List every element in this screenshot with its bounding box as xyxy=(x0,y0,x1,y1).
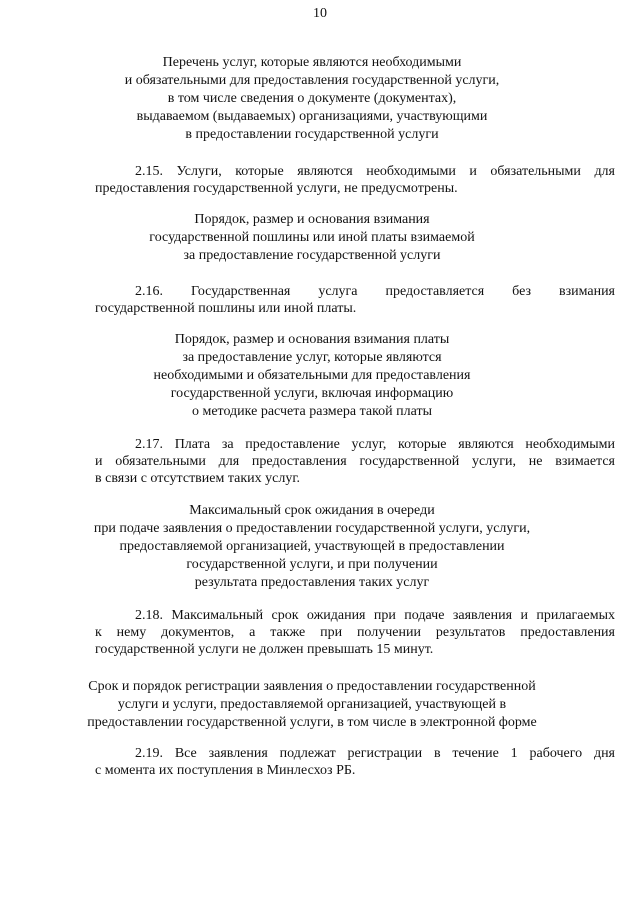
paragraph-line: 2.15. Услуги, которые являются необходимыми и обязательными для xyxy=(135,164,615,179)
heading-line: предоставляемой организацией, участвующей в предоставлении xyxy=(119,539,505,554)
heading-line: государственной услуги, и при получении xyxy=(186,557,438,572)
heading-line: государственной пошлины или иной платы взимаемой xyxy=(149,230,475,245)
section-heading-max-waiting-time xyxy=(92,502,532,592)
heading-line: необходимыми и обязательными для предоставления xyxy=(153,368,471,383)
paragraph-line: 2.17. Плата за предоставление услуг, которые являются необходимыми xyxy=(135,437,615,452)
section-heading-services-list xyxy=(92,54,532,144)
paragraph-2-18 xyxy=(95,607,615,658)
paragraph-line: и обязательными для предоставления государственной услуги, не взимается xyxy=(95,454,615,469)
paragraph-line: к нему документов, а также при получении результатов предоставления xyxy=(95,625,615,640)
heading-line: результата предоставления таких услуг xyxy=(194,575,430,590)
heading-line: при подаче заявления о предоставлении государственной услуги, услуги, xyxy=(93,521,531,536)
paragraph-2-19 xyxy=(95,745,615,779)
heading-line: предоставлении государственной услуги, в том числе в электронной форме xyxy=(87,715,537,730)
paragraph-line: государственной пошлины или иной платы. xyxy=(95,301,357,316)
paragraph-line: 2.18. Максимальный срок ожидания при подаче заявления и прилагаемых xyxy=(135,608,615,623)
heading-line: выдаваемом (выдаваемых) организациями, участвующими xyxy=(136,109,488,124)
heading-line: Порядок, размер и основания взимания платы xyxy=(174,332,450,347)
paragraph-line: 2.16. Государственная услуга предоставляется без взимания xyxy=(135,284,615,299)
page-number: 10 xyxy=(313,6,327,21)
heading-line: Срок и порядок регистрации заявления о предоставлении государственной xyxy=(88,679,536,694)
heading-line: Порядок, размер и основания взимания xyxy=(194,212,430,227)
heading-line: государственной услуги, включая информацию xyxy=(170,386,454,401)
heading-line: услуги и услуги, предоставляемой организацией, участвующей в xyxy=(117,697,507,712)
heading-line: и обязательными для предоставления государственной услуги, xyxy=(124,73,500,88)
heading-line: за предоставление государственной услуги xyxy=(183,248,441,263)
heading-line: Максимальный срок ожидания в очереди xyxy=(189,503,435,518)
section-heading-registration xyxy=(72,678,552,732)
paragraph-2-17 xyxy=(95,436,615,487)
paragraph-2-16 xyxy=(95,283,615,317)
paragraph-line: предоставления государственной услуги, не предусмотрены. xyxy=(95,181,458,196)
heading-line: в том числе сведения о документе (документах), xyxy=(167,91,457,106)
paragraph-line: государственной услуги не должен превышать 15 минут. xyxy=(95,642,434,657)
heading-line: Перечень услуг, которые являются необходимыми xyxy=(162,55,462,70)
heading-line: за предоставление услуг, которые являются xyxy=(182,350,442,365)
paragraph-line: с момента их поступления в Минлесхоз РБ. xyxy=(95,763,356,778)
paragraph-line: в связи с отсутствием таких услуг. xyxy=(95,471,301,486)
heading-line: о методике расчета размера такой платы xyxy=(191,404,433,419)
paragraph-2-15 xyxy=(95,163,615,197)
paragraph-line: 2.19. Все заявления подлежат регистрации в течение 1 рабочего дня xyxy=(135,746,615,761)
section-heading-state-fee xyxy=(92,211,532,265)
heading-line: в предоставлении государственной услуги xyxy=(185,127,439,142)
section-heading-fee-for-services xyxy=(92,331,532,421)
